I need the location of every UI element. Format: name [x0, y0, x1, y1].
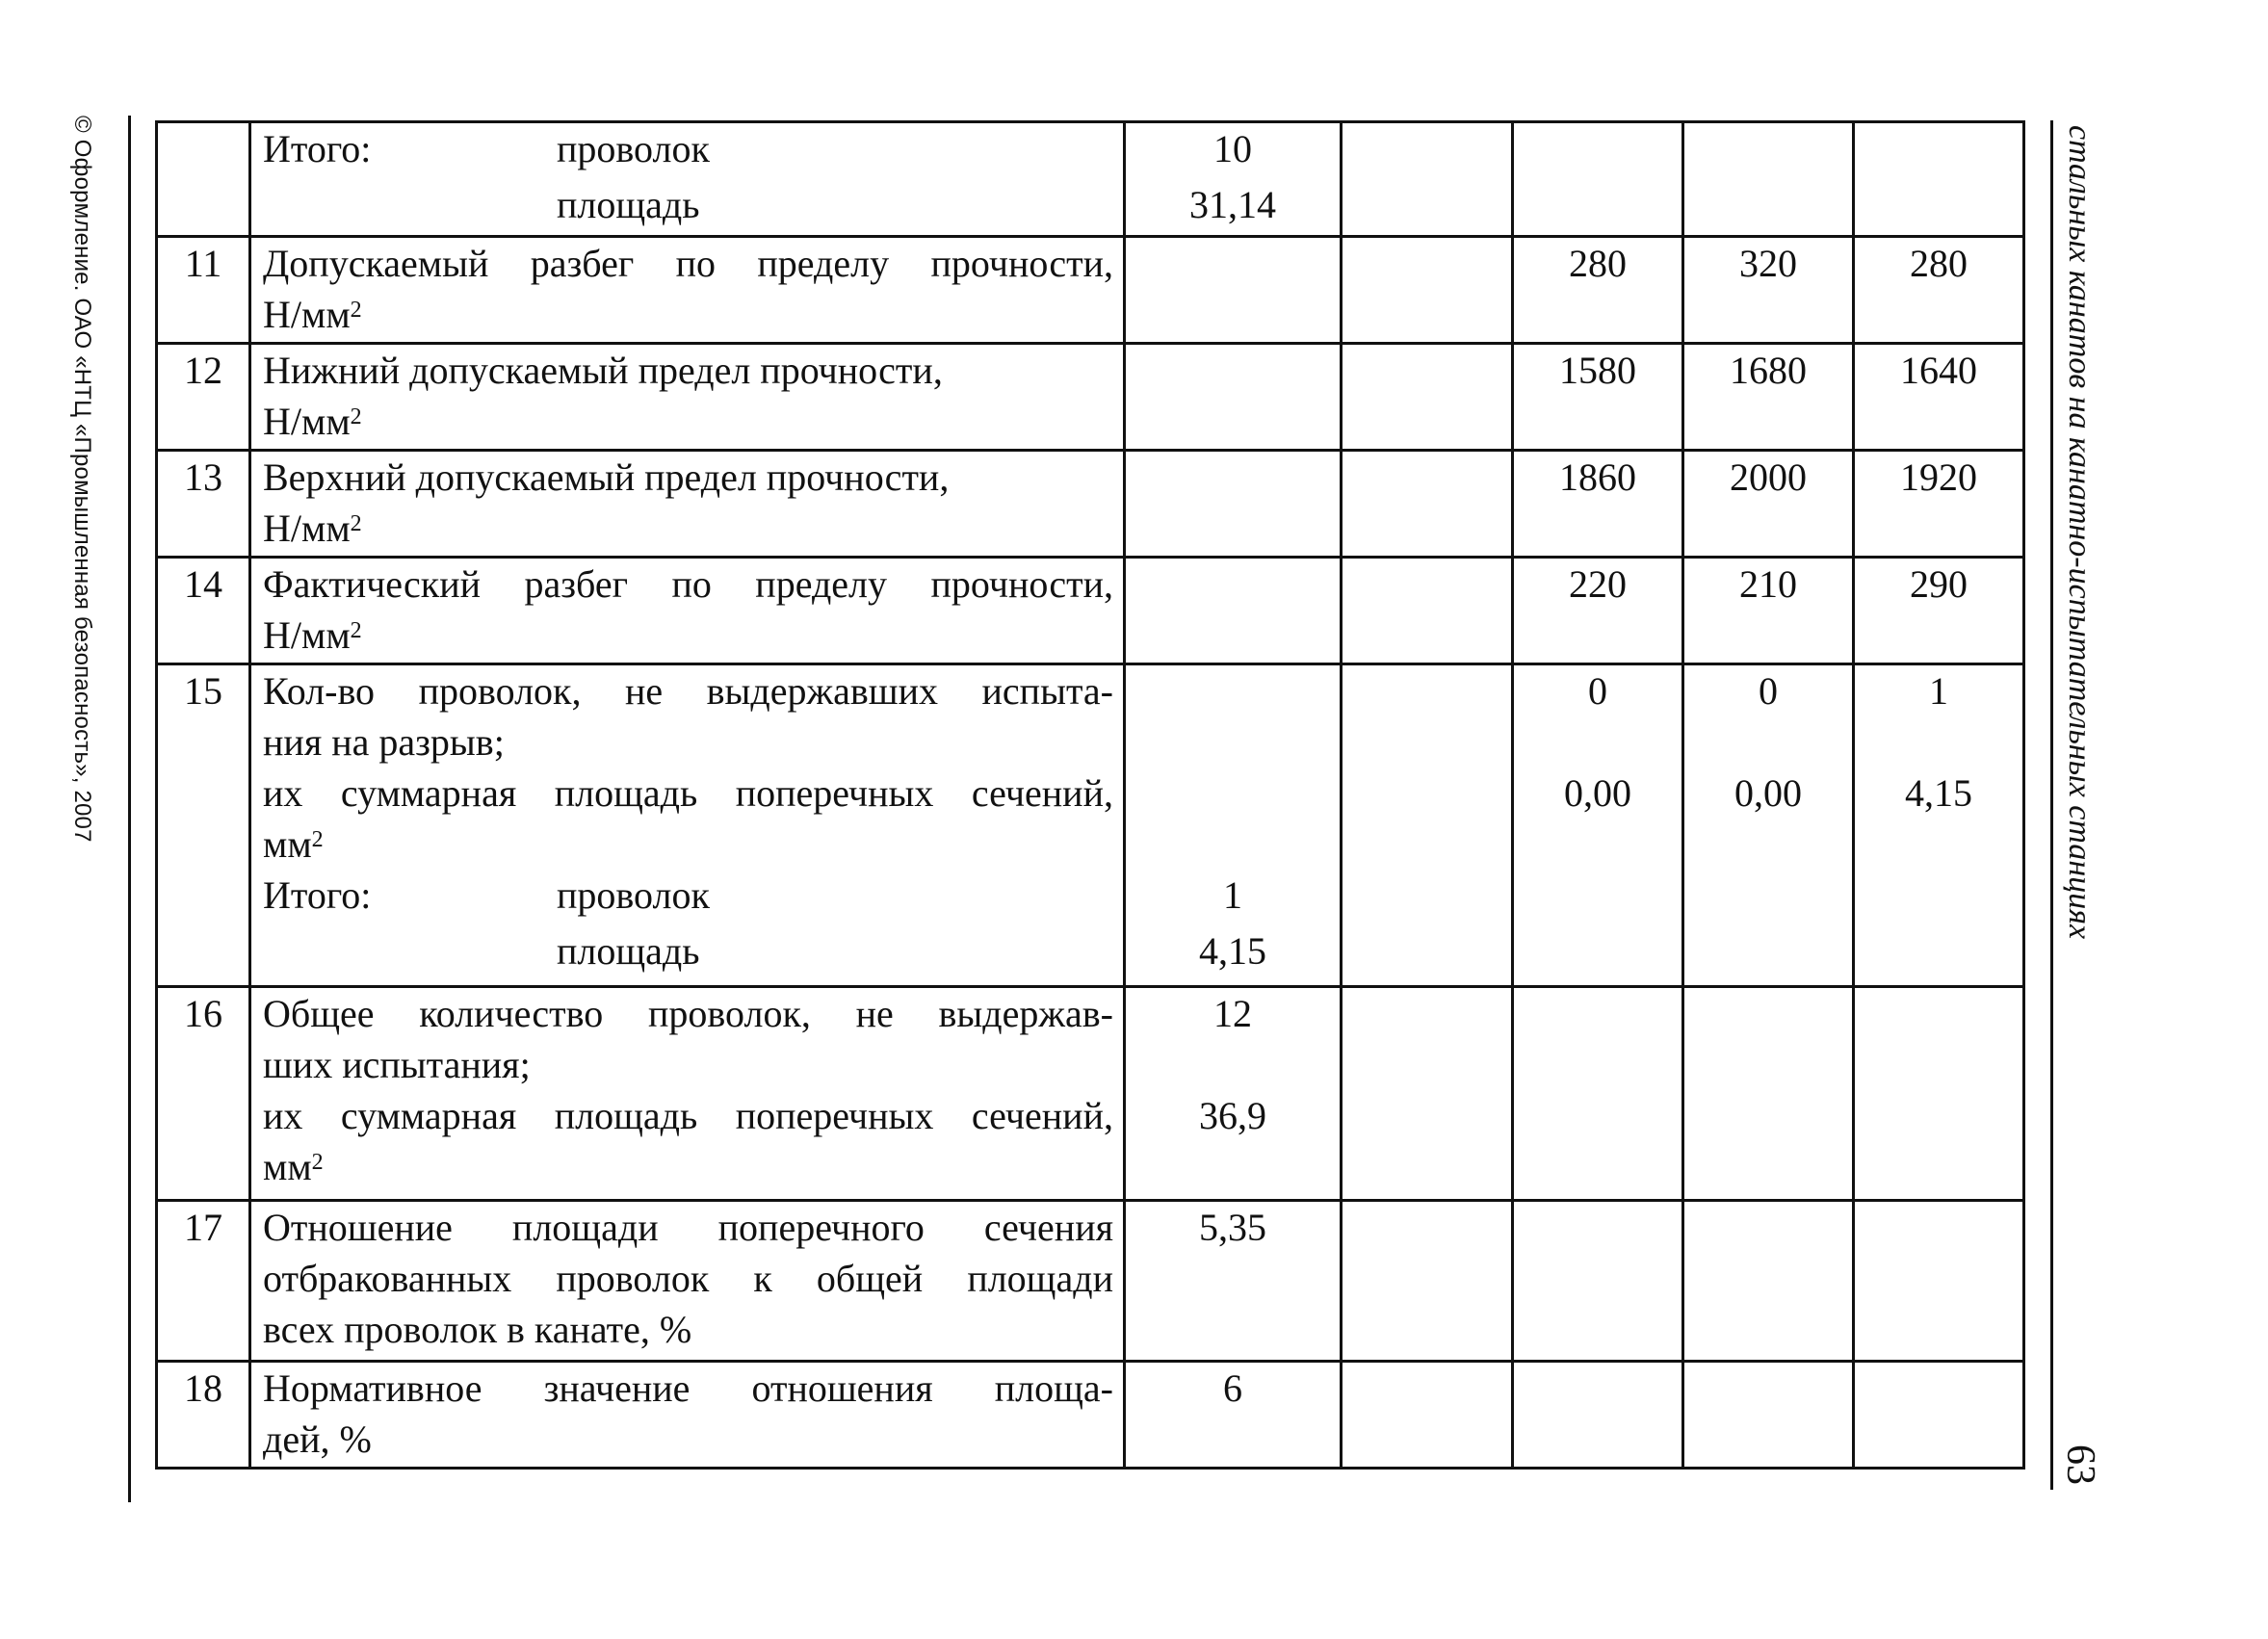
- cell-value: 31,14: [1189, 183, 1276, 226]
- value-column-3: [1854, 987, 2024, 1201]
- value-column-2: [1683, 122, 1854, 237]
- unit-exponent: 2: [311, 1150, 324, 1175]
- row-description: [250, 664, 1125, 987]
- value-column-3: [1854, 1201, 2024, 1362]
- value-column-1: [1513, 987, 1683, 1201]
- unit-text: мм: [263, 1145, 312, 1188]
- value-column-2: [1683, 237, 1854, 344]
- description-line: Общее количество проволок, не выдержав-: [263, 992, 1113, 1035]
- value-column-2: [1683, 987, 1854, 1201]
- description-line: Отношение площади поперечного сечения: [263, 1206, 1113, 1249]
- cell-value: 1: [1929, 669, 1948, 713]
- description-line: Нижний допускаемый предел прочности,: [263, 349, 943, 392]
- description-line: Нормативное значение отношения площа-: [263, 1366, 1113, 1410]
- cell-value: 2000: [1730, 455, 1807, 499]
- cell-value: [1126, 819, 1340, 870]
- unit-exponent: 2: [350, 511, 362, 536]
- cell-value: 0,00: [1564, 771, 1631, 815]
- value-column-3: [1854, 344, 2024, 451]
- unit-line: [263, 610, 1113, 661]
- description-line: их суммарная площадь поперечных сечений,: [263, 1094, 1113, 1137]
- row-description: [250, 344, 1125, 451]
- total-line: [263, 870, 1113, 925]
- total-column: [1125, 558, 1342, 664]
- value-column-2: [1683, 451, 1854, 558]
- cell-value: 36,9: [1199, 1094, 1266, 1137]
- cell-value: 0: [1759, 669, 1778, 713]
- total-line: [263, 925, 1113, 981]
- blank-column: [1342, 664, 1513, 987]
- row-number: 15: [157, 664, 250, 987]
- total-column: [1125, 987, 1342, 1201]
- unit-line: [263, 396, 1113, 447]
- cell-value: [1684, 716, 1852, 767]
- row-description: [250, 451, 1125, 558]
- description-line: их суммарная площадь поперечных сечений,: [263, 771, 1113, 815]
- total-item: проволок: [557, 127, 710, 170]
- row-description: [250, 237, 1125, 344]
- value-column-1: [1513, 451, 1683, 558]
- total-item: проволок: [557, 873, 710, 917]
- cell-value: 0: [1588, 669, 1607, 713]
- cell-value: [1126, 1039, 1340, 1090]
- value-column-2: [1683, 558, 1854, 664]
- row-number: 13: [157, 451, 250, 558]
- cell-value: 1860: [1559, 455, 1636, 499]
- cell-value: 280: [1569, 242, 1627, 285]
- cell-value: 1: [1223, 873, 1242, 917]
- value-column-1: [1513, 664, 1683, 987]
- value-column-1: [1513, 1201, 1683, 1362]
- cell-value: 320: [1739, 242, 1797, 285]
- total-item: площадь: [557, 183, 700, 226]
- cell-value: 4,15: [1905, 771, 1972, 815]
- cell-value: 1920: [1900, 455, 1977, 499]
- table-row: [157, 1362, 2024, 1469]
- value-column-3: [1854, 1362, 2024, 1469]
- description-line: ших испытания;: [263, 1043, 531, 1086]
- cell-value: 220: [1569, 562, 1627, 606]
- cell-value: 1640: [1900, 349, 1977, 392]
- description-line: Допускаемый разбег по пределу прочности,: [263, 242, 1113, 285]
- cell-value: 5,35: [1199, 1206, 1266, 1249]
- blank-column: [1342, 344, 1513, 451]
- value-column-1: [1513, 558, 1683, 664]
- total-column: [1125, 664, 1342, 987]
- blank-column: [1342, 237, 1513, 344]
- row-number: 11: [157, 237, 250, 344]
- row-description: [250, 1362, 1125, 1469]
- total-column: [1125, 344, 1342, 451]
- cell-value: 4,15: [1199, 929, 1266, 973]
- data-table: [155, 120, 2025, 1470]
- description-line: ния на разрыв;: [263, 720, 505, 764]
- running-header: стальных канатов на канатно-испытательных станциях: [2062, 125, 2098, 940]
- description-line: Фактический разбег по пределу прочности,: [263, 562, 1113, 606]
- description-line: всех проволок в канате, %: [263, 1308, 692, 1351]
- total-column: [1125, 1362, 1342, 1469]
- total-item: площадь: [557, 929, 700, 973]
- row-number: 14: [157, 558, 250, 664]
- unit-exponent: 2: [350, 404, 362, 429]
- unit-text: Н/мм: [263, 613, 351, 657]
- row-description: [250, 558, 1125, 664]
- row-number: 16: [157, 987, 250, 1201]
- copyright-note: © Оформление. ОАО «НТЦ «Промышленная безопасность», 2007: [69, 116, 95, 843]
- total-label: [263, 179, 557, 235]
- total-column: [1125, 1201, 1342, 1362]
- page-number: 63: [2058, 1444, 2102, 1485]
- value-column-1: [1513, 344, 1683, 451]
- left-margin-rule: [128, 116, 131, 1502]
- value-column-1: [1513, 122, 1683, 237]
- row-description: [250, 1201, 1125, 1362]
- right-margin-rule: [2050, 120, 2053, 1490]
- value-column-3: [1854, 451, 2024, 558]
- row-number: 17: [157, 1201, 250, 1362]
- row-number: 12: [157, 344, 250, 451]
- row-description: [250, 122, 1125, 237]
- unit-line: [263, 1141, 1113, 1192]
- unit-text: мм: [263, 822, 312, 866]
- unit-line: [263, 503, 1113, 554]
- blank-column: [1342, 1362, 1513, 1469]
- cell-value: [1126, 716, 1340, 767]
- unit-exponent: 2: [311, 827, 324, 852]
- total-label: [263, 925, 557, 981]
- total-column: [1125, 122, 1342, 237]
- cell-value: 1580: [1559, 349, 1636, 392]
- blank-column: [1342, 987, 1513, 1201]
- cell-value: [1855, 716, 2022, 767]
- value-column-2: [1683, 344, 1854, 451]
- table-row: [157, 558, 2024, 664]
- total-line: [263, 123, 1113, 179]
- table-row: [157, 664, 2024, 987]
- description-line: Кол-во проволок, не выдержавших испыта-: [263, 669, 1113, 713]
- total-column: [1125, 451, 1342, 558]
- unit-exponent: 2: [350, 298, 362, 323]
- value-column-3: [1854, 664, 2024, 987]
- total-line: [263, 179, 1113, 235]
- unit-text: Н/мм: [263, 400, 351, 443]
- table-row: [157, 987, 2024, 1201]
- cell-value: 6: [1223, 1366, 1242, 1410]
- cell-value: 1680: [1730, 349, 1807, 392]
- cell-value: 0,00: [1734, 771, 1802, 815]
- table-row: [157, 344, 2024, 451]
- value-column-3: [1854, 122, 2024, 237]
- row-number: [157, 122, 250, 237]
- unit-exponent: 2: [350, 618, 362, 643]
- row-description: [250, 987, 1125, 1201]
- unit-line: [263, 289, 1113, 340]
- total-column: [1125, 237, 1342, 344]
- total-label: Итого:: [263, 873, 372, 917]
- blank-column: [1342, 1201, 1513, 1362]
- blank-column: [1342, 558, 1513, 664]
- table-row: [157, 1201, 2024, 1362]
- table-row: [157, 451, 2024, 558]
- value-column-1: [1513, 1362, 1683, 1469]
- cell-value: 280: [1910, 242, 1968, 285]
- cell-value: 12: [1213, 992, 1252, 1035]
- cell-value: [1514, 716, 1681, 767]
- value-column-2: [1683, 1362, 1854, 1469]
- unit-line: [263, 819, 1113, 870]
- unit-text: Н/мм: [263, 293, 351, 336]
- total-label: Итого:: [263, 127, 372, 170]
- table-row: [157, 237, 2024, 344]
- description-line: Верхний допускаемый предел прочности,: [263, 455, 950, 499]
- description-line: дей, %: [263, 1418, 372, 1461]
- value-column-3: [1854, 237, 2024, 344]
- cell-value: 10: [1213, 127, 1252, 170]
- unit-text: Н/мм: [263, 507, 351, 550]
- cell-value: [1126, 767, 1340, 819]
- row-number: 18: [157, 1362, 250, 1469]
- value-column-2: [1683, 664, 1854, 987]
- description-line: отбракованных проволок к общей площади: [263, 1257, 1113, 1300]
- blank-column: [1342, 451, 1513, 558]
- cell-value: 290: [1910, 562, 1968, 606]
- value-column-2: [1683, 1201, 1854, 1362]
- blank-column: [1342, 122, 1513, 237]
- value-column-3: [1854, 558, 2024, 664]
- cell-value: 210: [1739, 562, 1797, 606]
- value-column-1: [1513, 237, 1683, 344]
- cell-value: [1126, 665, 1340, 716]
- table-row: [157, 122, 2024, 237]
